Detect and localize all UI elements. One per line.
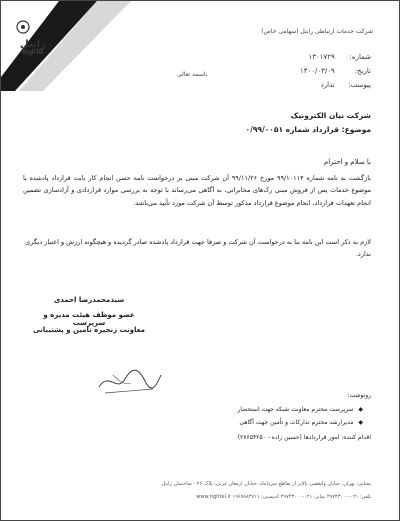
letter-date bbox=[300, 67, 371, 75]
logo-mark-icon bbox=[15, 19, 51, 35]
attachment-value: ندارد bbox=[320, 81, 335, 89]
body-paragraph-2: لازم به ذکر است این نامه بنا به درخواست آن شرکت و صرفا جهت قرارداد پادشده صادر گردیده و هیچگونه ارزش و اعتبار دیگری ندارد. bbox=[25, 238, 371, 259]
body-paragraph-1: بازگشت به نامه شماره ۹۹/۱۰۱۱۴ مورخ ۹۹/۱۱/۲۶ آن شرکت مبنی بر درخواست نامه حسن انجام کار بابت قرارداد پادشده با موضوع خدمات پس از فروش مبنی رک‌های مخابراتی، به آگاهی می‌رساند با توجه به بررسی موارد قراردادی و آزادسازی تضمین انجام تعهدات قرارداد، انجام موضوع قرارداد مذکور توسط آن شرکت مورد تأیید می‌باشد. bbox=[23, 174, 371, 207]
letter-attachment bbox=[321, 81, 371, 89]
number-label: شماره: bbox=[349, 53, 371, 61]
cc-item bbox=[237, 406, 363, 413]
basmala: باسمه تعالی bbox=[177, 71, 208, 78]
cc-item-text: مدیرارشد محترم تدارکات و تأمین جهت آگاهی bbox=[239, 419, 354, 426]
bullet-icon: ◆ bbox=[358, 419, 363, 426]
cc-item bbox=[239, 419, 363, 426]
company-name: شرکت خدمات ارتباطی رایتل (سهامی خاص) bbox=[261, 28, 373, 35]
logo-text-fa: رایتل bbox=[20, 39, 46, 50]
greeting: با سلام و احترام bbox=[323, 158, 371, 166]
letter-number bbox=[308, 53, 371, 61]
date-value: ۱۴۰۰/۰۳/۰۹ bbox=[299, 67, 335, 75]
action-by: اقدام کننده: امور قراردادها (حسین زاده - ۲۷۶۵۴۲۵۰) bbox=[237, 434, 371, 441]
footer-address: نشانی: تهران، خیابان ولیعصر، بالاتر از تقاطع میرداماد، خیابان ارمغان غربی، پلاک ۲۶ - ساختمان رایتل bbox=[161, 481, 371, 487]
recipient: شرکت نیان الکترونیک bbox=[290, 111, 371, 120]
bullet-icon: ◆ bbox=[358, 406, 363, 413]
rightel-logo bbox=[15, 19, 51, 56]
signatory-name: سیدمحمدرضا احمدی bbox=[53, 296, 125, 304]
cc-item-text: سرپرست محترم معاونت شبکه جهت استحضار bbox=[237, 406, 354, 413]
subject: موضوع: قرارداد شماره ۰/۹۹/۰۰۵۱ bbox=[245, 125, 371, 134]
cc-title: رونوشت: bbox=[347, 392, 371, 399]
logo-text-en: RighTel bbox=[22, 49, 44, 56]
handwritten-signature bbox=[95, 363, 165, 399]
footer-contact: تلفن: ۰۲۱-۴۹۷۴۳۰۰۰ نمابر: ۰۲۱-۴۹۷۴۳۰۰۰ کدپستی: ۱۹۶۷۸۸۳۷۱۱ www.rightel.ir bbox=[196, 494, 371, 500]
signatory-title-1: عضو موظف هیئت مدیره و سرپرست bbox=[43, 311, 135, 327]
number-value: ۱۳۰۱۷۲۹ bbox=[308, 53, 335, 61]
attachment-label: پیوست: bbox=[348, 81, 371, 89]
date-label: تاریخ: bbox=[354, 67, 371, 75]
signatory-title-2: معاونت زنجیره تامین و پشتیبانی bbox=[33, 326, 145, 334]
